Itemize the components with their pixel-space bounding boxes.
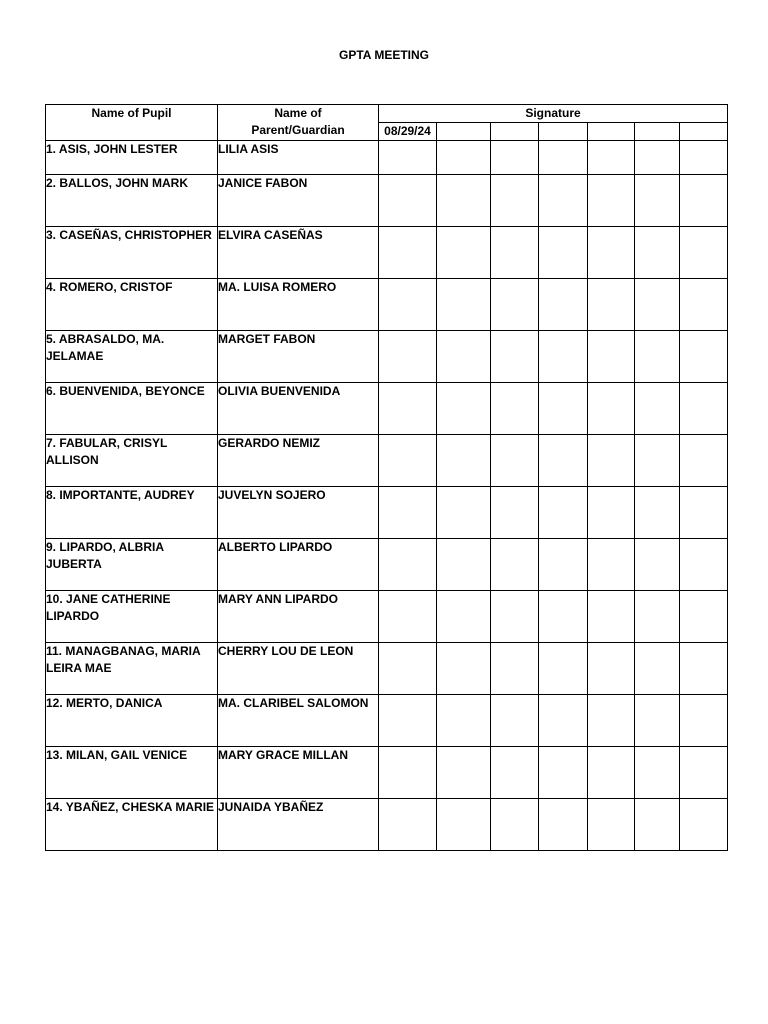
signature-cell[interactable] [635,141,680,175]
signature-cell[interactable] [539,591,588,643]
signature-cell[interactable] [379,487,437,539]
signature-cell[interactable] [635,643,680,695]
signature-cell[interactable] [588,591,635,643]
signature-cell[interactable] [437,539,491,591]
signature-cell[interactable] [588,279,635,331]
signature-cell[interactable] [635,747,680,799]
signature-cell[interactable] [379,227,437,279]
signature-cell[interactable] [588,383,635,435]
pupil-name: 10. JANE CATHERINE LIPARDO [46,591,218,643]
signature-cell[interactable] [635,695,680,747]
signature-cell[interactable] [379,695,437,747]
signature-cell[interactable] [588,747,635,799]
signature-cell[interactable] [680,591,728,643]
signature-cell[interactable] [379,591,437,643]
signature-cell[interactable] [539,643,588,695]
signature-cell[interactable] [680,435,728,487]
signature-cell[interactable] [539,279,588,331]
signature-cell[interactable] [680,331,728,383]
signature-cell[interactable] [588,141,635,175]
pupil-name: 11. MANAGBANAG, MARIA LEIRA MAE [46,643,218,695]
signature-cell[interactable] [635,487,680,539]
signature-cell[interactable] [539,331,588,383]
parent-name: JUVELYN SOJERO [218,487,379,539]
parent-name: JANICE FABON [218,175,379,227]
signature-cell[interactable] [437,175,491,227]
signature-cell[interactable] [635,383,680,435]
table-row [46,643,728,695]
pupil-name: 7. FABULAR, CRISYL ALLISON [46,435,218,487]
header-blank [539,123,588,141]
header-blank [588,123,635,141]
signature-cell[interactable] [680,487,728,539]
signature-cell[interactable] [588,435,635,487]
signature-cell[interactable] [437,487,491,539]
parent-name: OLIVIA BUENVENIDA [218,383,379,435]
signature-cell[interactable] [588,331,635,383]
parent-name: MARY GRACE MILLAN [218,747,379,799]
pupil-name: 14. YBAÑEZ, CHESKA MARIE [46,799,218,851]
signature-cell[interactable] [680,799,728,851]
header-blank [680,123,728,141]
signature-cell[interactable] [635,591,680,643]
pupil-name: 5. ABRASALDO, MA. JELAMAE [46,331,218,383]
signature-cell[interactable] [635,175,680,227]
signature-cell[interactable] [491,487,539,539]
pupil-name: 1. ASIS, JOHN LESTER [46,141,218,175]
signature-cell[interactable] [539,539,588,591]
signature-cell[interactable] [491,539,539,591]
header-signature [379,105,728,123]
parent-name: GERARDO NEMIZ [218,435,379,487]
signature-cell[interactable] [680,141,728,175]
signature-cell[interactable] [437,331,491,383]
signature-cell[interactable] [588,539,635,591]
pupil-name: 2. BALLOS, JOHN MARK [46,175,218,227]
signature-cell[interactable] [635,539,680,591]
signature-cell[interactable] [635,227,680,279]
signature-cell[interactable] [437,435,491,487]
parent-name: JUNAIDA YBAÑEZ [218,799,379,851]
signature-cell[interactable] [588,643,635,695]
parent-name: MARY ANN LIPARDO [218,591,379,643]
signature-cell[interactable] [635,331,680,383]
pupil-name: 12. MERTO, DANICA [46,695,218,747]
signature-cell[interactable] [491,799,539,851]
signature-cell[interactable] [491,695,539,747]
signature-cell[interactable] [539,383,588,435]
signature-cell[interactable] [680,695,728,747]
signature-cell[interactable] [437,695,491,747]
table-row [46,539,728,591]
parent-name: CHERRY LOU DE LEON [218,643,379,695]
pupil-name: 8. IMPORTANTE, AUDREY [46,487,218,539]
table-row [46,175,728,227]
signature-cell[interactable] [379,435,437,487]
parent-name: ELVIRA CASEÑAS [218,227,379,279]
signature-cell[interactable] [437,799,491,851]
signature-cell[interactable] [379,539,437,591]
signature-cell[interactable] [491,591,539,643]
signature-cell[interactable] [491,383,539,435]
signature-cell[interactable] [379,643,437,695]
table-row [46,141,728,175]
table-row [46,435,728,487]
signature-cell[interactable] [491,643,539,695]
signature-cell[interactable] [680,539,728,591]
signature-cell[interactable] [588,175,635,227]
header-blank [635,123,680,141]
parent-name: MARGET FABON [218,331,379,383]
signature-cell[interactable] [379,279,437,331]
table-row [46,591,728,643]
signature-cell[interactable] [539,487,588,539]
signature-cell[interactable] [437,227,491,279]
table-row [46,695,728,747]
signature-cell[interactable] [539,799,588,851]
parent-name: MA. CLARIBEL SALOMON [218,695,379,747]
header-blank [491,123,539,141]
signature-cell[interactable] [437,747,491,799]
signature-cell[interactable] [539,141,588,175]
signature-cell[interactable] [379,383,437,435]
header-blank [437,123,491,141]
signature-cell[interactable] [680,383,728,435]
signature-cell[interactable] [588,487,635,539]
header-parent [218,105,379,141]
signature-cell[interactable] [491,175,539,227]
signature-cell[interactable] [437,643,491,695]
header-parent-line2: Parent/Guardian [251,123,345,137]
signature-cell[interactable] [539,227,588,279]
header-parent-line1: Name of [274,106,322,120]
parent-name: MA. LUISA ROMERO [218,279,379,331]
signature-cell[interactable] [379,747,437,799]
signature-cell[interactable] [588,799,635,851]
signature-cell[interactable] [635,435,680,487]
signature-cell[interactable] [680,175,728,227]
signature-cell[interactable] [379,799,437,851]
table-row [46,487,728,539]
signature-cell[interactable] [680,279,728,331]
pupil-name: 4. ROMERO, CRISTOF [46,279,218,331]
signature-cell[interactable] [437,383,491,435]
signature-cell[interactable] [588,695,635,747]
signature-cell[interactable] [491,227,539,279]
header-pupil [46,105,218,141]
table-row [46,331,728,383]
pupil-name: 9. LIPARDO, ALBRIA JUBERTA [46,539,218,591]
signature-cell[interactable] [437,279,491,331]
table-row [46,747,728,799]
signature-cell[interactable] [539,435,588,487]
signature-cell[interactable] [635,799,680,851]
signature-cell[interactable] [491,435,539,487]
signature-cell[interactable] [539,747,588,799]
page-title: GPTA MEETING [339,48,429,62]
signature-cell[interactable] [635,279,680,331]
signature-cell[interactable] [379,175,437,227]
table-row [46,799,728,851]
signature-cell[interactable] [491,279,539,331]
signature-cell[interactable] [491,331,539,383]
table-row [46,279,728,331]
attendance-table [45,104,728,851]
signature-cell[interactable] [680,227,728,279]
signature-cell[interactable] [680,643,728,695]
signature-cell[interactable] [588,227,635,279]
signature-cell[interactable] [491,141,539,175]
parent-name: ALBERTO LIPARDO [218,539,379,591]
header-signature-label: Signature [525,106,581,120]
signature-cell[interactable] [437,591,491,643]
signature-cell[interactable] [539,695,588,747]
table-row [46,383,728,435]
pupil-name: 13. MILAN, GAIL VENICE [46,747,218,799]
signature-cell[interactable] [379,331,437,383]
table-row [46,227,728,279]
parent-name: LILIA ASIS [218,141,379,175]
signature-cell[interactable] [680,747,728,799]
pupil-name: 3. CASEÑAS, CHRISTOPHER [46,227,218,279]
signature-cell[interactable] [379,141,437,175]
pupil-name: 6. BUENVENIDA, BEYONCE [46,383,218,435]
signature-cell[interactable] [437,141,491,175]
signature-cell[interactable] [539,175,588,227]
header-pupil-label: Name of Pupil [91,106,172,120]
header-date: 08/29/24 [379,123,437,141]
signature-cell[interactable] [491,747,539,799]
